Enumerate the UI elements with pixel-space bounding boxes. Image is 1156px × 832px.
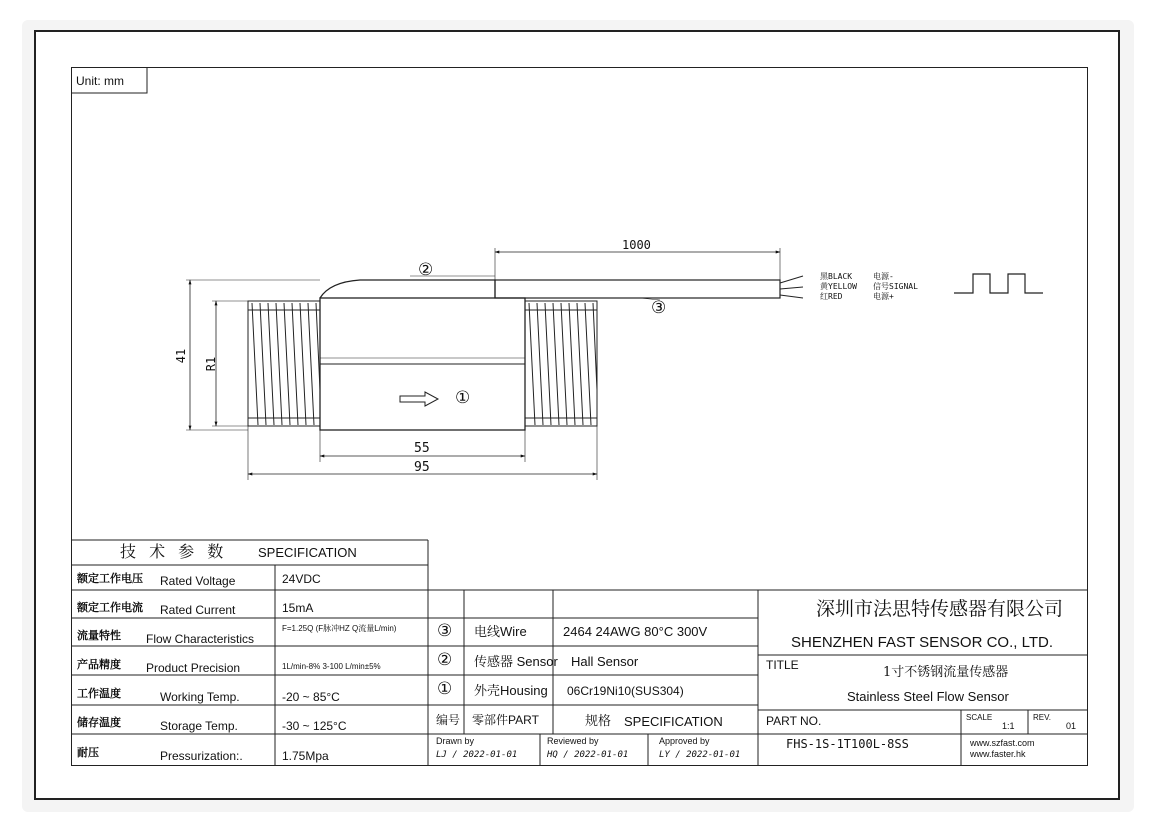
approved-by-value: LY / 2022-01-01 [659,750,741,760]
part-row-3-name: 外壳Housing [474,683,548,698]
reviewed-by-value: HQ / 2022-01-01 [547,750,629,760]
parts-header-no: 编号 [436,713,461,727]
spec-row-6-en: Storage Temp. [160,719,238,733]
spec-row-7-cn: 耐压 [77,746,99,759]
spec-row-5-value: -20 ~ 85°C [282,690,340,704]
spec-row-3-value: F=1.25Q (F脉冲HZ Q流量L/min) [282,624,397,633]
drawn-by-label: Drawn by [436,736,475,746]
website-1: www.szfast.com [970,738,1035,748]
part-no-value: FHS-1S-1T100L-8SS [786,737,909,751]
dim-55-text: 55 [414,441,430,456]
part-row-3-spec: 06Cr19Ni10(SUS304) [567,684,684,698]
company-name-en: SHENZHEN FAST SENSOR CO., LTD. [791,634,1053,651]
spec-row-3-en: Flow Characteristics [146,632,255,646]
spec-row-7-value: 1.75Mpa [282,749,329,763]
approved-by-label: Approved by [659,736,710,746]
spec-row-5-cn: 工作温度 [77,687,121,700]
dim-1000-text: 1000 [622,238,651,252]
spec-row-1-cn: 额定工作电压 [77,572,143,585]
rev-label: REV. [1033,713,1051,722]
spec-row-4-en: Product Precision [146,661,241,675]
wire-legend-color-2: 黄YELLOW [820,282,857,291]
callout-2: ② [418,260,434,279]
part-row-1-no: ③ [437,621,453,640]
scale-label: SCALE [966,713,993,722]
left-thread [248,301,320,426]
dim-95-text: 95 [414,460,430,475]
unit-label: Unit: mm [76,74,124,88]
pulse-signal-waveform [954,274,1043,293]
part-row-2-name: 传感器 Sensor [474,654,558,669]
parts-header-part: 零部件PART [472,713,539,727]
spec-row-6-cn: 储存温度 [77,716,121,729]
spec-row-7-en: Pressurization:. [160,749,243,763]
wire-legend-color-1: 黑BLACK [820,272,853,281]
spec-row-2-cn: 额定工作电流 [77,601,143,614]
spec-row-2-value: 15mA [282,601,314,615]
part-row-2-spec: Hall Sensor [571,654,639,669]
title-label: TITLE [766,658,799,672]
part-row-1-spec: 2464 24AWG 80°C 300V [563,624,708,639]
right-thread [525,301,597,426]
callout-3: ③ [651,298,667,317]
spec-row-3-cn: 流量特性 [77,629,121,642]
dim-41-text: 41 [174,348,189,364]
spec-row-1-value: 24VDC [282,572,321,586]
parts-header-spec-en: SPECIFICATION [624,714,723,729]
cable [495,280,780,298]
part-row-2-no: ② [437,650,453,669]
wire-ends [780,276,803,298]
wire-legend-color-3: 红RED [820,292,843,301]
reviewed-by-label: Reviewed by [547,736,599,746]
part-no-label: PART NO. [766,714,822,728]
flow-arrow [400,392,438,406]
spec-title-en: SPECIFICATION [258,545,357,560]
wire-legend-meaning-1: 电源- [873,272,894,281]
wire-legend-meaning-2: 信号SIGNAL [873,282,918,291]
drawn-by-value: LJ / 2022-01-01 [436,750,518,760]
company-name-cn: 深圳市法思特传感器有限公司 [816,598,1064,620]
spec-title-cn: 技 术 参 数 [120,542,228,561]
website-2: www.faster.hk [970,749,1026,759]
part-row-3-no: ① [437,679,453,698]
spec-row-2-en: Rated Current [160,603,236,617]
spec-row-1-en: Rated Voltage [160,574,236,588]
spec-row-6-value: -30 ~ 125°C [282,719,347,733]
dim-r1-text: R1 [204,356,219,372]
spec-row-5-en: Working Temp. [160,690,240,704]
part-row-1-name: 电线Wire [474,624,527,639]
title-en: Stainless Steel Flow Sensor [847,689,1009,704]
spec-row-4-cn: 产品精度 [77,658,121,671]
callout-1: ① [455,388,471,407]
parts-header-spec-cn: 规格 [585,713,612,728]
spec-row-4-value: 1L/min-8% 3-100 L/min±5% [282,662,381,671]
sensor-head [320,280,495,298]
wire-legend-meaning-3: 电源+ [873,292,894,301]
title-cn: 1寸不锈钢流量传感器 [883,665,1009,680]
scale-value: 1:1 [1002,721,1015,731]
rev-value: 01 [1066,721,1077,731]
